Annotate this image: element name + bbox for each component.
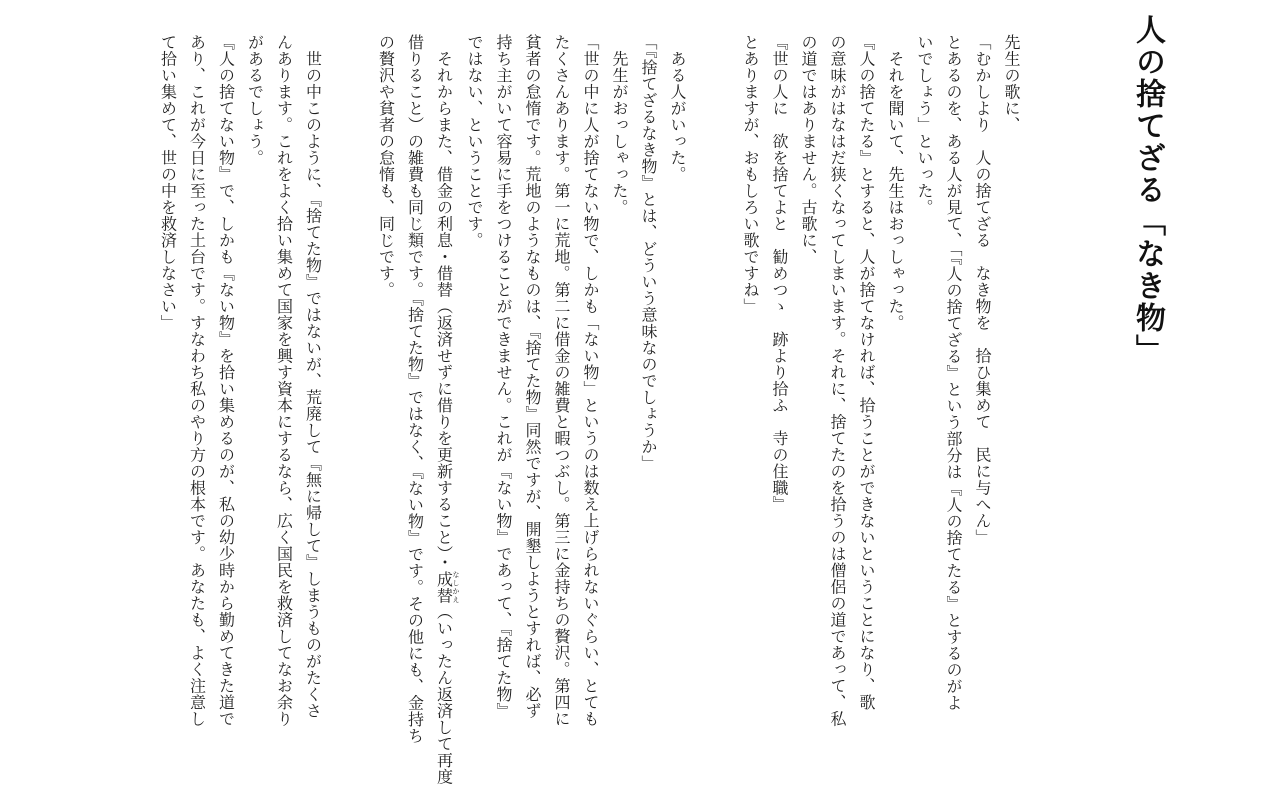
text-line-part: それからまた、借金の利息・借替（返済せずに借りを更新すること）・ — [435, 34, 454, 571]
text-line: 借りること）の雑費も同じ類です。『捨てた物』ではなく、『ない物』です。その他にも、金持ち — [401, 34, 430, 704]
text-line: とありますが、おもしろい歌ですね」 — [736, 34, 765, 704]
text-line: とあるのを、ある人が見て、「『人の捨てざる』という部分は『人の捨てたる』とするのがよ — [939, 34, 968, 704]
ruby-base: 成替 — [435, 571, 454, 604]
page-title: 人の捨てざる「なき物」 — [1132, 14, 1162, 366]
text-line: それを聞いて、先生はおっしゃった。 — [881, 34, 910, 704]
text-line-part: （いったん返済して再度 — [435, 604, 454, 785]
text-line: ある人がいった。 — [663, 34, 692, 704]
text-line: 「むかしより 人の捨てざる なき物を 拾ひ集めて 民に与へん」 — [968, 34, 997, 704]
vertical-text-body — [154, 34, 1027, 704]
text-line: 持ち主がいて容易に手をつけることができません。これが『ない物』であって、『捨てた物』 — [489, 34, 518, 704]
text-line: 世の中このように、『捨てた物』ではないが、荒廃して『無に帰して』しまうものがたくさ — [299, 34, 328, 704]
text-line: があるでしょう。 — [241, 34, 270, 704]
text-line-with-ruby — [430, 34, 461, 704]
text-line: の贅沢や貧者の怠惰も、同じです。 — [372, 34, 401, 704]
text-line: 『人の捨てたる』とすると、人が捨てなければ、拾うことができないということになり、歌 — [852, 34, 881, 704]
text-line: 「世の中に人が捨てない物で、しかも「ない物」というのは数え上げられないぐらい、とても — [576, 34, 605, 704]
text-line: て拾い集めて、世の中を救済しなさい」 — [154, 34, 183, 704]
text-line: の道ではありません。古歌に、 — [794, 34, 823, 704]
text-line: ではない、ということです。 — [460, 34, 489, 704]
ruby-annotation — [435, 571, 454, 604]
text-line: 先生の歌に、 — [997, 34, 1026, 704]
text-line: の意味がはなはだ狭くなってしまいます。それに、捨てたのを拾うのは僧侶の道であって、私 — [823, 34, 852, 704]
text-line: んあります。これをよく拾い集めて国家を興す資本にするなら、広く国民を救済してなお余り — [270, 34, 299, 704]
text-line: 「『捨てざるなき物』とは、どういう意味なのでしょうか」 — [634, 34, 663, 704]
paragraph-gap — [328, 34, 372, 704]
text-line: 『世の人に 欲を捨てよと 勧めつゝ 跡より拾ふ 寺の住職』 — [765, 34, 794, 704]
text-line: いでしょう」といった。 — [910, 34, 939, 704]
text-line: 貧者の怠惰です。荒地のようなものは、『捨てた物』同然ですが、開墾しようとすれば、必ず — [518, 34, 547, 704]
text-line: あり、これが今日に至った土台です。すなわち私のやり方の根本です。あなたも、よく注意し — [183, 34, 212, 704]
ruby-reading: なしかえ — [452, 571, 460, 604]
paragraph-gap — [692, 34, 736, 704]
text-line: 『人の捨てない物』で、しかも『ない物』を拾い集めるのが、私の幼少時から勤めてきた道で — [212, 34, 241, 704]
text-line: 先生がおっしゃった。 — [605, 34, 634, 704]
text-line: たくさんあります。第一に荒地。第二に借金の雑費と暇つぶし。第三に金持ちの贅沢。第四に — [547, 34, 576, 704]
